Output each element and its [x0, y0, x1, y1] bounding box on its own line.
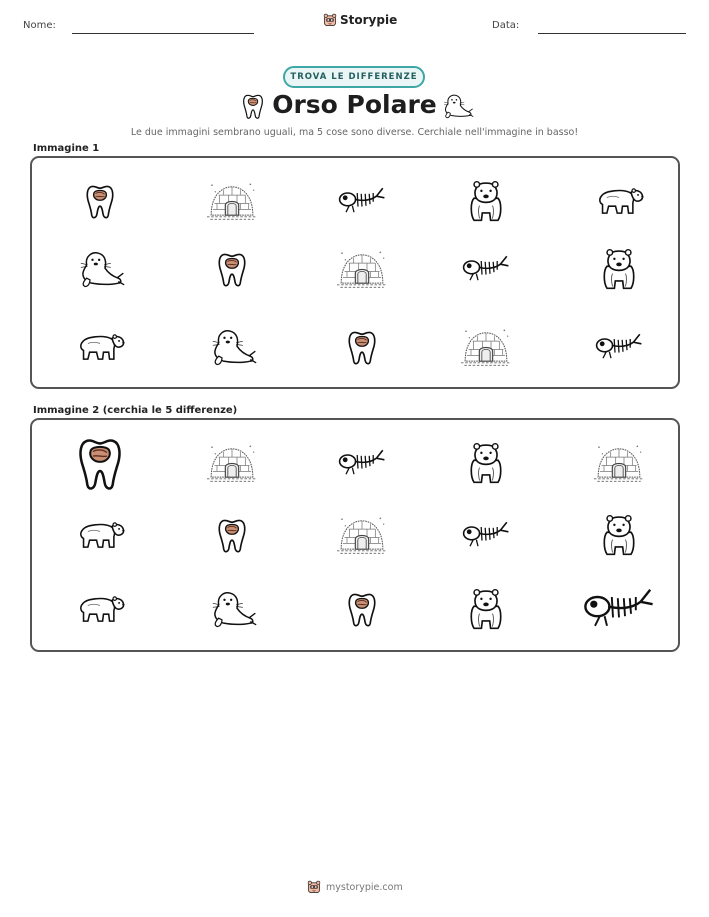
- image1-panel: [30, 156, 680, 389]
- igloo-icon: [207, 180, 257, 222]
- activity-badge-label: TROVA LE DIFFERENZE: [290, 72, 418, 82]
- name-line[interactable]: [72, 33, 254, 34]
- picture-cell[interactable]: [177, 165, 287, 237]
- image1-label: Immagine 1: [33, 143, 100, 154]
- igloo-icon: [461, 326, 511, 368]
- picture-cell[interactable]: [307, 311, 417, 383]
- bear-front-icon: [596, 512, 642, 558]
- tooth-icon-large: [77, 433, 123, 493]
- picture-cell[interactable]: [177, 427, 287, 499]
- image2-panel: [30, 418, 680, 652]
- fish-skeleton-icon: [462, 519, 510, 551]
- picture-cell[interactable]: [564, 311, 674, 383]
- picture-cell[interactable]: [177, 573, 287, 645]
- bear-walking-icon: [74, 517, 126, 553]
- picture-cell[interactable]: [307, 573, 417, 645]
- instructions: Le due immagini sembrano uguali, ma 5 cose sono diverse. Cerchiale nell'immagine in basso!: [130, 127, 579, 138]
- picture-cell[interactable]: [564, 233, 674, 305]
- bear-front-icon: [596, 246, 642, 292]
- picture-cell[interactable]: [564, 165, 674, 237]
- seal-icon: [75, 248, 125, 290]
- bear-front-icon: [463, 586, 509, 632]
- picture-cell[interactable]: [307, 165, 417, 237]
- footer-site[interactable]: mystorypie.com: [326, 881, 403, 893]
- fish-skeleton-icon-large: [583, 585, 655, 633]
- picture-cell[interactable]: [45, 165, 155, 237]
- picture-cell[interactable]: [45, 311, 155, 383]
- picture-cell[interactable]: [45, 233, 155, 305]
- fish-skeleton-icon: [338, 447, 386, 479]
- bear-walking-icon: [74, 329, 126, 365]
- picture-cell[interactable]: [307, 499, 417, 571]
- seal-icon: [207, 588, 257, 630]
- storypie-logo-icon: [307, 880, 321, 894]
- picture-cell[interactable]: [45, 427, 155, 499]
- image2-label: Immagine 2 (cerchia le 5 differenze): [33, 405, 238, 416]
- picture-cell[interactable]: [307, 233, 417, 305]
- picture-cell[interactable]: [564, 573, 674, 645]
- bear-front-icon: [463, 178, 509, 224]
- tooth-icon: [347, 327, 377, 367]
- picture-cell[interactable]: [45, 573, 155, 645]
- picture-cell[interactable]: [177, 233, 287, 305]
- picture-cell[interactable]: [45, 499, 155, 571]
- picture-cell[interactable]: [431, 499, 541, 571]
- tooth-icon: [217, 249, 247, 289]
- page-title: Orso Polare: [272, 90, 437, 119]
- picture-cell[interactable]: [564, 499, 674, 571]
- picture-cell[interactable]: [564, 427, 674, 499]
- picture-cell[interactable]: [177, 499, 287, 571]
- footer: [307, 880, 403, 894]
- picture-cell[interactable]: [431, 427, 541, 499]
- date-label: Data:: [492, 20, 520, 31]
- date-line[interactable]: [538, 33, 686, 34]
- fish-skeleton-icon: [462, 253, 510, 285]
- brand-name: Storypie: [340, 13, 398, 27]
- picture-cell[interactable]: [431, 233, 541, 305]
- bear-walking-icon: [74, 591, 126, 627]
- igloo-icon: [594, 442, 644, 484]
- picture-cell[interactable]: [431, 165, 541, 237]
- tooth-icon: [347, 589, 377, 629]
- bear-front-icon: [463, 440, 509, 486]
- activity-badge: [283, 66, 425, 88]
- fish-skeleton-icon: [595, 331, 643, 363]
- seal-icon: [440, 92, 474, 120]
- name-label: Nome:: [23, 20, 56, 31]
- picture-cell[interactable]: [431, 311, 541, 383]
- seal-icon: [207, 326, 257, 368]
- storypie-logo-icon: [323, 13, 337, 27]
- fish-skeleton-icon: [338, 185, 386, 217]
- igloo-icon: [337, 248, 387, 290]
- picture-cell[interactable]: [177, 311, 287, 383]
- tooth-icon: [217, 515, 247, 555]
- picture-cell[interactable]: [307, 427, 417, 499]
- picture-cell[interactable]: [431, 573, 541, 645]
- brand-logo: [323, 13, 397, 27]
- tooth-icon: [85, 181, 115, 221]
- igloo-icon: [337, 514, 387, 556]
- igloo-icon: [207, 442, 257, 484]
- bear-walking-icon: [593, 183, 645, 219]
